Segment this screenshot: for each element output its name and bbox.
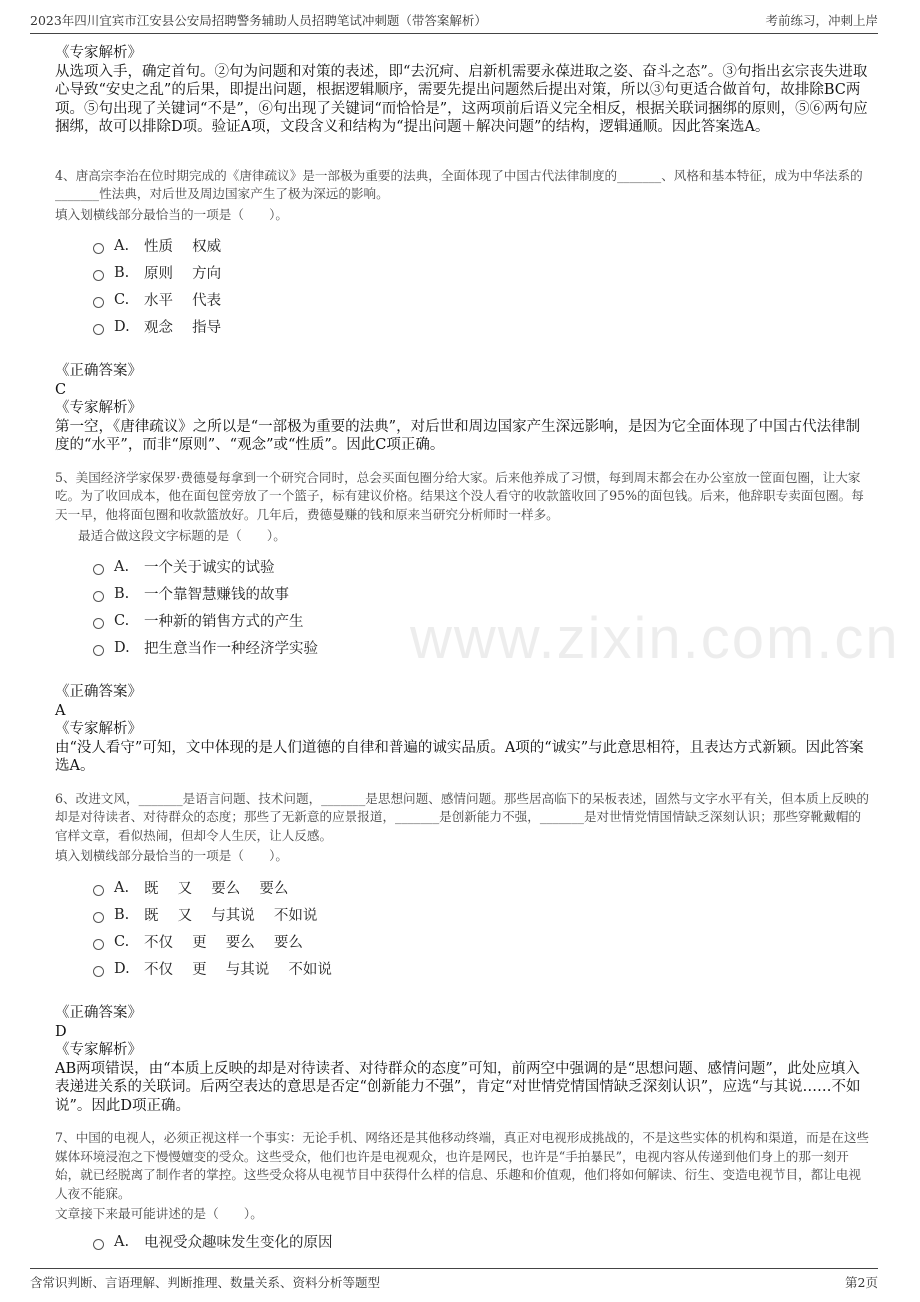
question-prompt: 填入划横线部分最恰当的一项是（ ）。 <box>55 206 288 222</box>
analysis-text: 从选项入手，确定首句。②句为问题和对策的表述，即“去沉疴、启新机需要永葆进取之姿、奋斗之态”。③句指出玄宗丧失进取心导致“安史之乱”的后果，即提出问题，根据逻辑顺序，需要先提出问题然后提出对策，所以③句更适合做首句，故排除BC两项。⑤句出现了关键词“不是”，⑥句出现了关键词“而恰恰是”，这两项前后语义完全相反，根据关联词捆绑的原则，⑤⑥两句应捆绑，故可以排除D项。验证A项，文段含义和结构为“提出问题＋解决问题”的结构，逻辑通顺。因此答案选A。 <box>55 63 868 135</box>
radio-icon[interactable] <box>93 939 104 950</box>
answer-value: A <box>55 702 66 719</box>
radio-icon[interactable] <box>93 618 104 629</box>
question-4 <box>55 167 870 455</box>
option-c[interactable]: C. 不仅 更 要么 要么 <box>93 928 870 955</box>
radio-icon[interactable] <box>93 885 104 896</box>
option-text: 电视受众趣味发生变化的原因 <box>144 1235 333 1251</box>
question-6 <box>55 790 870 1115</box>
option-text: 不仅 更 要么 要么 <box>144 935 303 952</box>
answer-label: 《正确答案》 <box>55 1005 142 1022</box>
option-text: 观念 指导 <box>144 320 222 337</box>
answer-block <box>55 683 870 776</box>
analysis-text: AB两项错误，由“本质上反映的却是对待读者、对待群众的态度”可知，前两空中强调的是“思想问题、感情问题”，此处应填入表递进关系的关联词。后两空表达的意思是否定“创新能力不强”，肯定“对世情党情国情缺乏深刻认识”，应选“与其说……不如说”。因此D项正确。 <box>55 1060 861 1114</box>
radio-icon[interactable] <box>93 966 104 977</box>
option-list <box>93 553 870 661</box>
option-d[interactable]: D. 把生意当作一种经济学实验 <box>93 634 870 661</box>
option-text: 性质 权威 <box>144 239 222 256</box>
analysis-label: 《专家解析》 <box>55 721 142 738</box>
option-text: 一种新的销售方式的产生 <box>144 614 304 631</box>
answer-value: C <box>55 381 67 398</box>
page-header <box>30 7 878 34</box>
option-b[interactable]: B. 原则 方向 <box>93 259 870 286</box>
radio-icon[interactable] <box>93 270 104 281</box>
option-b[interactable]: B. 既 又 与其说 不如说 <box>93 901 870 928</box>
analysis-text: 由“没人看守”可知，文中体现的是人们道德的自律和普遍的诚实品质。A项的“诚实”与此意思相符，且表达方式新颖。因此答案选A。 <box>55 739 864 775</box>
answer-block <box>55 362 870 455</box>
radio-icon[interactable] <box>93 324 104 335</box>
answer-label: 《正确答案》 <box>55 684 142 701</box>
option-text: 把生意当作一种经济学实验 <box>144 641 318 658</box>
analysis-label: 《专家解析》 <box>55 1042 142 1059</box>
option-a[interactable]: A. 电视受众趣味发生变化的原因 <box>93 1228 870 1255</box>
option-c[interactable]: C. 一种新的销售方式的产生 <box>93 607 870 634</box>
option-d[interactable]: D. 观念 指导 <box>93 313 870 340</box>
footer-categories: 含常识判断、言语理解、判断推理、数量关系、资料分析等题型 <box>30 1275 381 1290</box>
header-slogan: 考前练习，冲刺上岸 <box>765 13 878 28</box>
radio-icon[interactable] <box>93 591 104 602</box>
document-title: 2023年四川宜宾市江安县公安局招聘警务辅助人员招聘笔试冲刺题（带答案解析） <box>30 13 487 28</box>
option-c[interactable]: C. 水平 代表 <box>93 286 870 313</box>
radio-icon[interactable] <box>93 645 104 656</box>
option-text: 原则 方向 <box>144 266 222 283</box>
option-text: 水平 代表 <box>144 293 222 310</box>
answer-value: D <box>55 1023 67 1040</box>
answer-block <box>55 1004 870 1115</box>
question-stem: 6、改进文风，_______是语言问题、技术问题，_______是思想问题、感情问题。那些居高临下的呆板表述，固然与文字水平有关，但本质上反映的却是对待读者、对待群众的态度；那些了无新意的应景报道，_______是创新能力不强，_______是对世情党情国情缺乏深刻认识；那些穿靴戴帽的官样文章，看似热闹，但却令人生厌，让人反感。 <box>55 790 870 843</box>
radio-icon[interactable] <box>93 297 104 308</box>
option-d[interactable]: D. 不仅 更 与其说 不如说 <box>93 955 870 982</box>
radio-icon[interactable] <box>93 912 104 923</box>
radio-icon[interactable] <box>93 564 104 575</box>
top-analysis <box>55 44 870 137</box>
question-stem: 7、中国的电视人，必须正视这样一个事实：无论手机、网络还是其他移动终端，真正对电视形成挑战的，不是这些实体的机构和渠道，而是在这些媒体环境浸泡之下慢慢嬗变的受众。这些受众，他们也许是电视观众，也许是网民，也许是“手拍暴民”，电视内容从传递到他们身上的那一刻开始，就已经脱离了制作者的掌控。这些受众将从电视节目中获得什么样的信息、乐趣和价值观，他们将如何解读、衍生、变造电视节目，都让电视人夜不能寐。 <box>55 1130 870 1201</box>
option-text: 一个关于诚实的试验 <box>144 560 275 577</box>
option-a[interactable]: A. 性质 权威 <box>93 232 870 259</box>
analysis-label: 《专家解析》 <box>55 45 142 61</box>
option-list <box>93 232 870 340</box>
option-a[interactable]: A. 既 又 要么 要么 <box>93 874 870 901</box>
question-prompt: 文章接下来最可能讲述的是（ ）。 <box>55 1206 263 1222</box>
option-b[interactable]: B. 一个靠智慧赚钱的故事 <box>93 580 870 607</box>
option-text: 既 又 要么 要么 <box>144 881 289 898</box>
page-number: 第2页 <box>845 1275 878 1290</box>
question-stem: 4、唐高宗李治在位时期完成的《唐律疏议》是一部极为重要的法典，全面体现了中国古代法律制度的_______、风格和基本特征，成为中华法系的_______性法典，对后世及周边国家产生了极为深远的影响。 <box>55 167 863 202</box>
watermark: www.zixin.com.cn <box>410 606 900 671</box>
analysis-label: 《专家解析》 <box>55 400 142 417</box>
option-text: 一个靠智慧赚钱的故事 <box>144 587 289 604</box>
page-content <box>55 44 870 1255</box>
option-a[interactable]: A. 一个关于诚实的试验 <box>93 553 870 580</box>
radio-icon[interactable] <box>93 243 104 254</box>
question-stem: 5、美国经济学家保罗·费德曼每拿到一个研究合同时，总会买面包圈分给大家。后来他养成了习惯，每到周末都会在办公室放一筐面包圈，让大家吃。为了收回成本，他在面包筐旁放了一个篮子，标有建议价格。结果这个没人看守的收款篮收回了95%的面包钱。后来，他辞职专卖面包圈。每天一早，他将面包圈和收款篮放好。几年后，费德曼赚的钱和原来当研究分析师时一样多。 <box>55 469 864 522</box>
radio-icon[interactable] <box>93 1239 104 1250</box>
option-list <box>93 1228 870 1255</box>
page-footer <box>30 1268 878 1295</box>
option-text: 不仅 更 与其说 不如说 <box>144 962 332 979</box>
option-text: 既 又 与其说 不如说 <box>144 908 318 925</box>
question-5 <box>55 469 870 776</box>
question-prompt: 填入划横线部分最恰当的一项是（ ）。 <box>55 848 288 864</box>
answer-label: 《正确答案》 <box>55 363 142 380</box>
question-prompt: 最适合做这段文字标题的是（ ）。 <box>78 527 286 543</box>
option-list <box>93 874 870 982</box>
analysis-text: 第一空，《唐律疏议》之所以是“一部极为重要的法典”，对后世和周边国家产生深远影响，是因为它全面体现了中国古代法律制度的“水平”，而非“原则”、“观念”或“性质”。因此C项正确。 <box>55 418 861 454</box>
question-7 <box>55 1129 870 1255</box>
